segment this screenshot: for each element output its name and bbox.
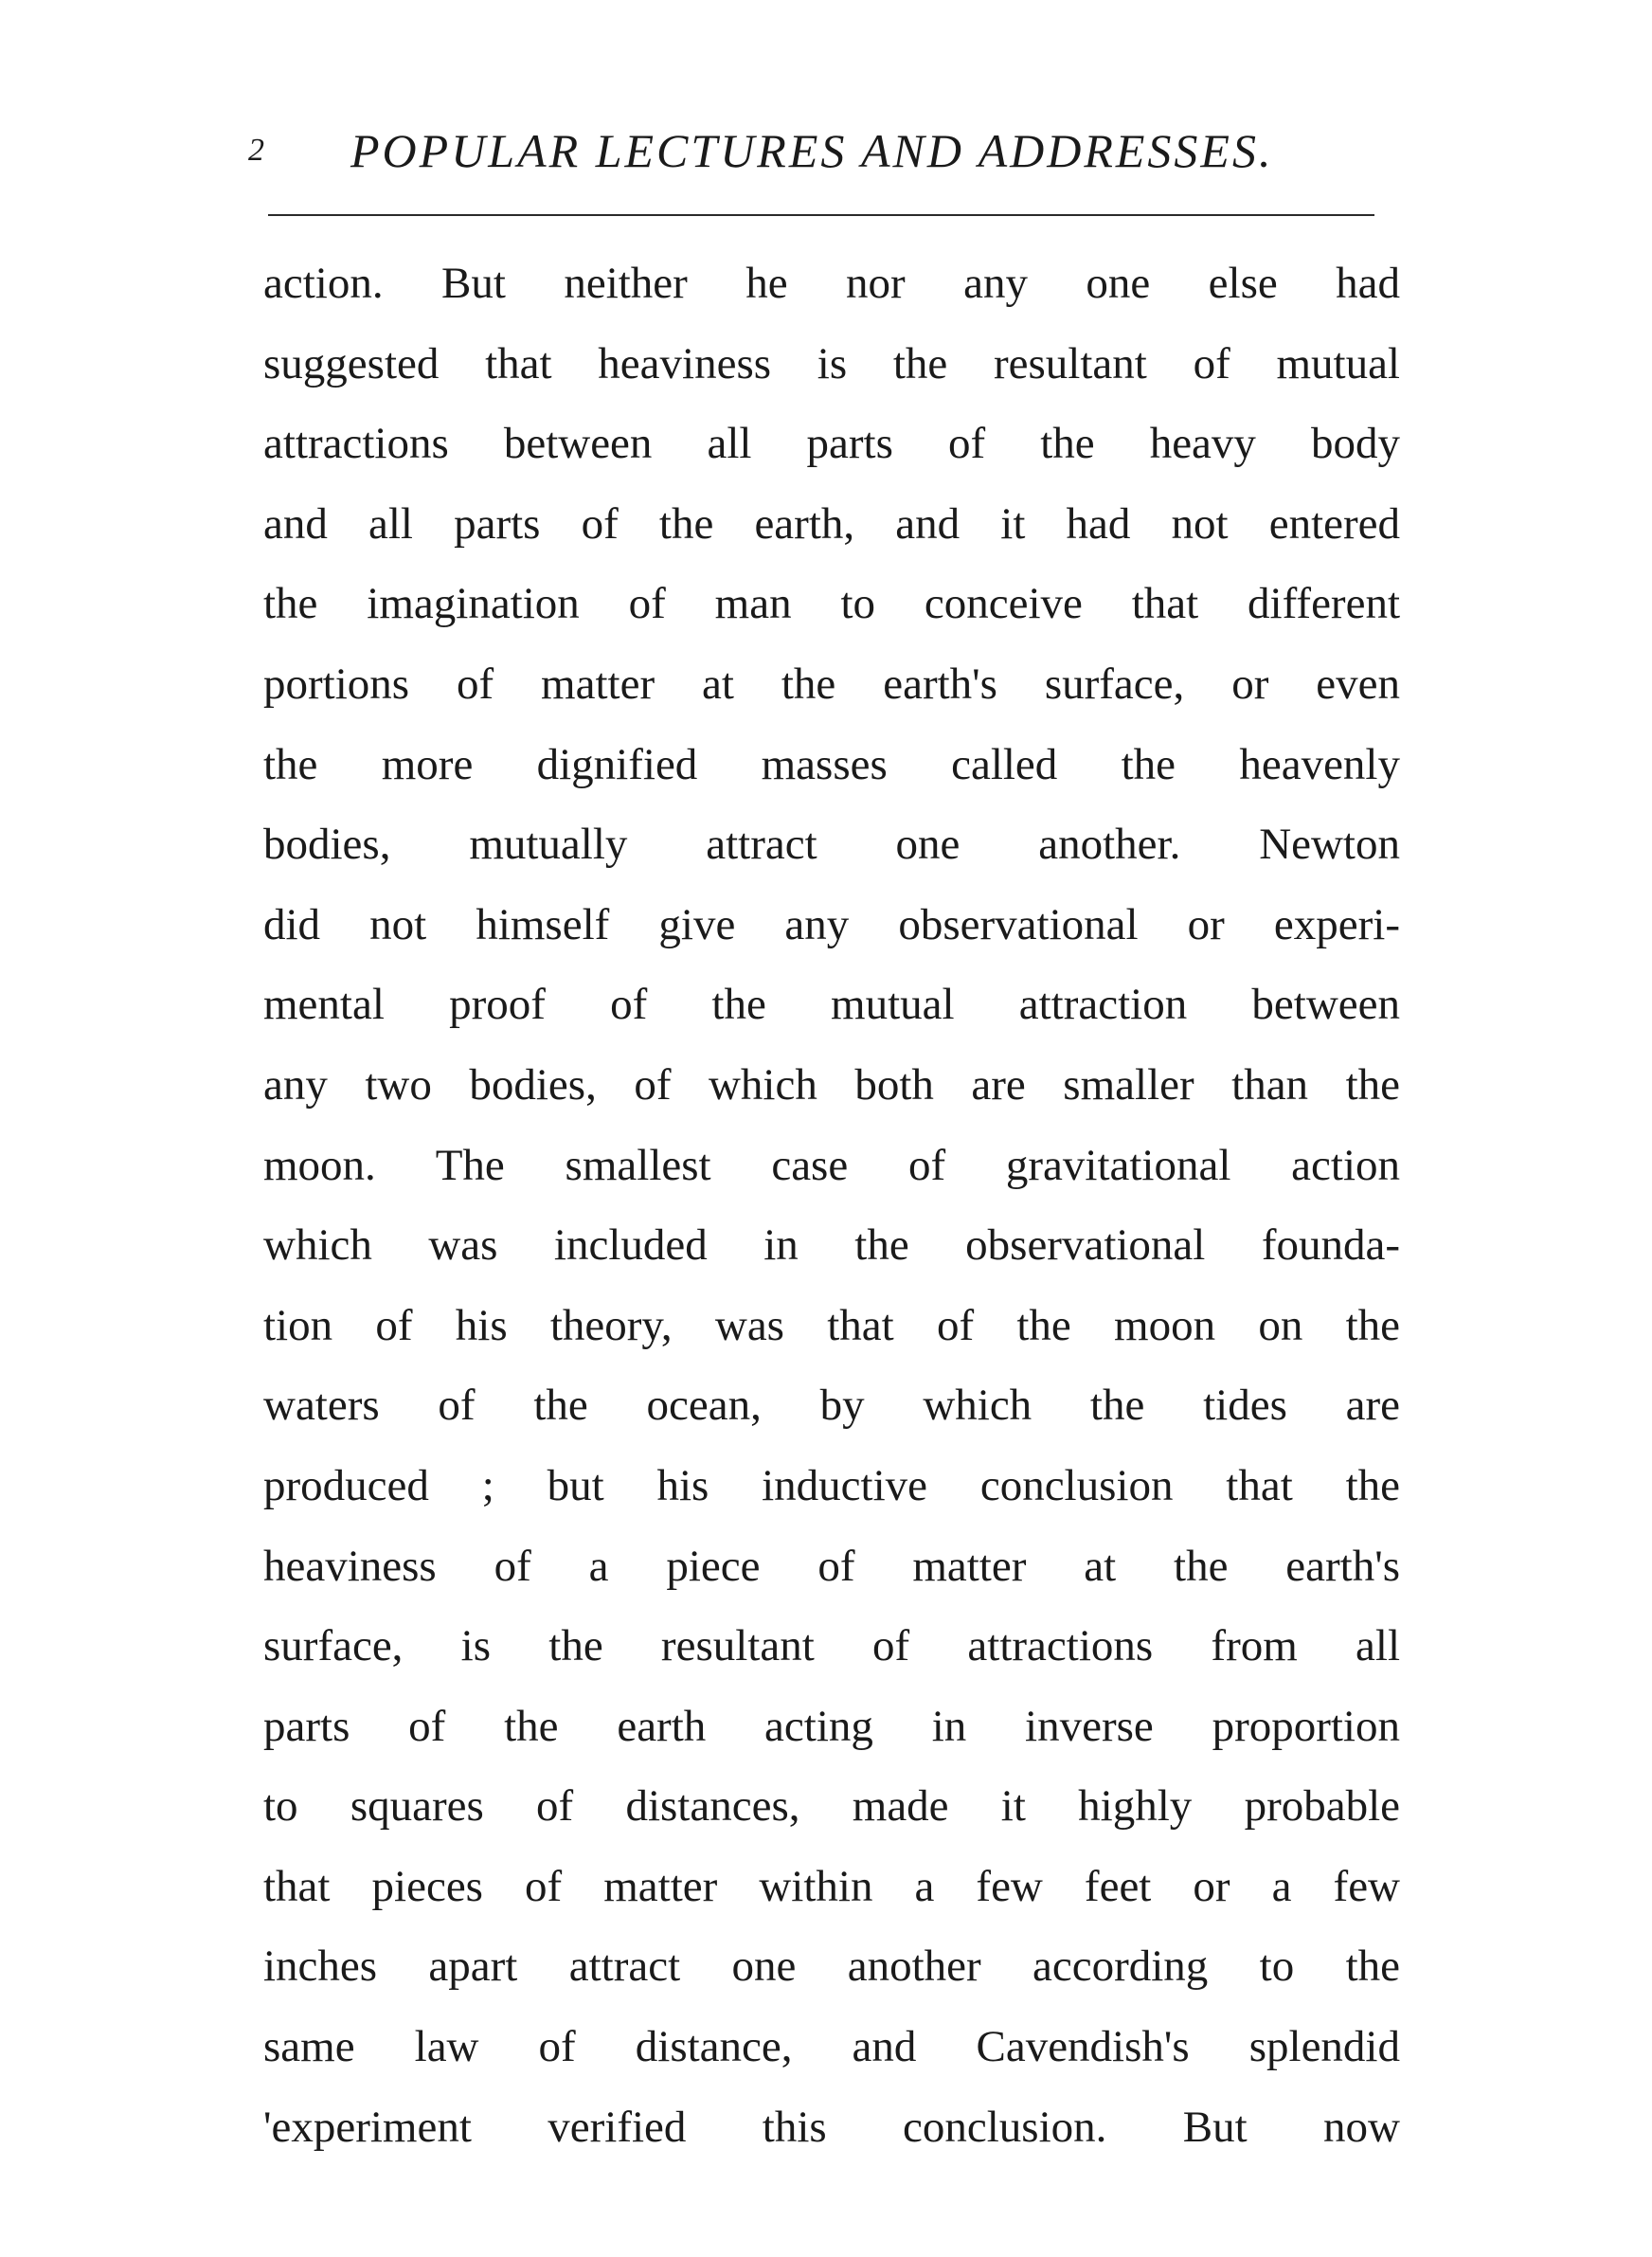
- page-number: 2: [248, 133, 264, 168]
- text-line: tion of his theory, was that of the moon on the: [263, 1300, 1400, 1350]
- text-line: mental proof of the mutual attraction between: [263, 980, 1400, 1030]
- text-line: did not himself give any observational or experi-: [263, 899, 1400, 949]
- text-line: bodies, mutually attract one another. Newton: [263, 820, 1400, 870]
- running-head: [248, 123, 1385, 190]
- text-line: and all parts of the earth, and it had not entered: [263, 498, 1400, 549]
- text-line: that pieces of matter within a few feet or a few: [263, 1861, 1400, 1911]
- body-text: [263, 244, 1400, 2167]
- text-line: attractions between all parts of the heavy body: [263, 419, 1400, 469]
- text-line: the imagination of man to conceive that different: [263, 579, 1400, 629]
- text-line: portions of matter at the earth's surface, or even: [263, 659, 1400, 709]
- header-rule: [268, 214, 1374, 216]
- text-line: inches apart attract one another according to the: [263, 1941, 1400, 1992]
- text-line: action. But neither he nor any one else had: [263, 259, 1400, 308]
- running-title: POPULAR LECTURES AND ADDRESSES.: [350, 124, 1274, 177]
- text-line: suggested that heaviness is the resultant of mutual: [263, 338, 1400, 388]
- text-line: parts of the earth acting in inverse proportion: [263, 1701, 1400, 1751]
- text-line: waters of the ocean, by which the tides are: [263, 1381, 1400, 1431]
- text-line: moon. The smallest case of gravitational action: [263, 1140, 1400, 1190]
- text-line: to squares of distances, made it highly probable: [263, 1781, 1400, 1832]
- text-line: the more dignified masses called the heavenly: [263, 739, 1400, 789]
- text-line: produced ; but his inductive conclusion that the: [263, 1460, 1400, 1510]
- text-line: same law of distance, and Cavendish's splendid: [263, 2022, 1400, 2072]
- text-line: which was included in the observational founda-: [263, 1220, 1400, 1271]
- text-line: 'experiment verified this conclusion. But now: [263, 2102, 1400, 2152]
- text-line: surface, is the resultant of attractions from all: [263, 1621, 1400, 1671]
- text-line: any two bodies, of which both are smaller than the: [263, 1059, 1400, 1110]
- text-line: heaviness of a piece of matter at the earth's: [263, 1541, 1400, 1591]
